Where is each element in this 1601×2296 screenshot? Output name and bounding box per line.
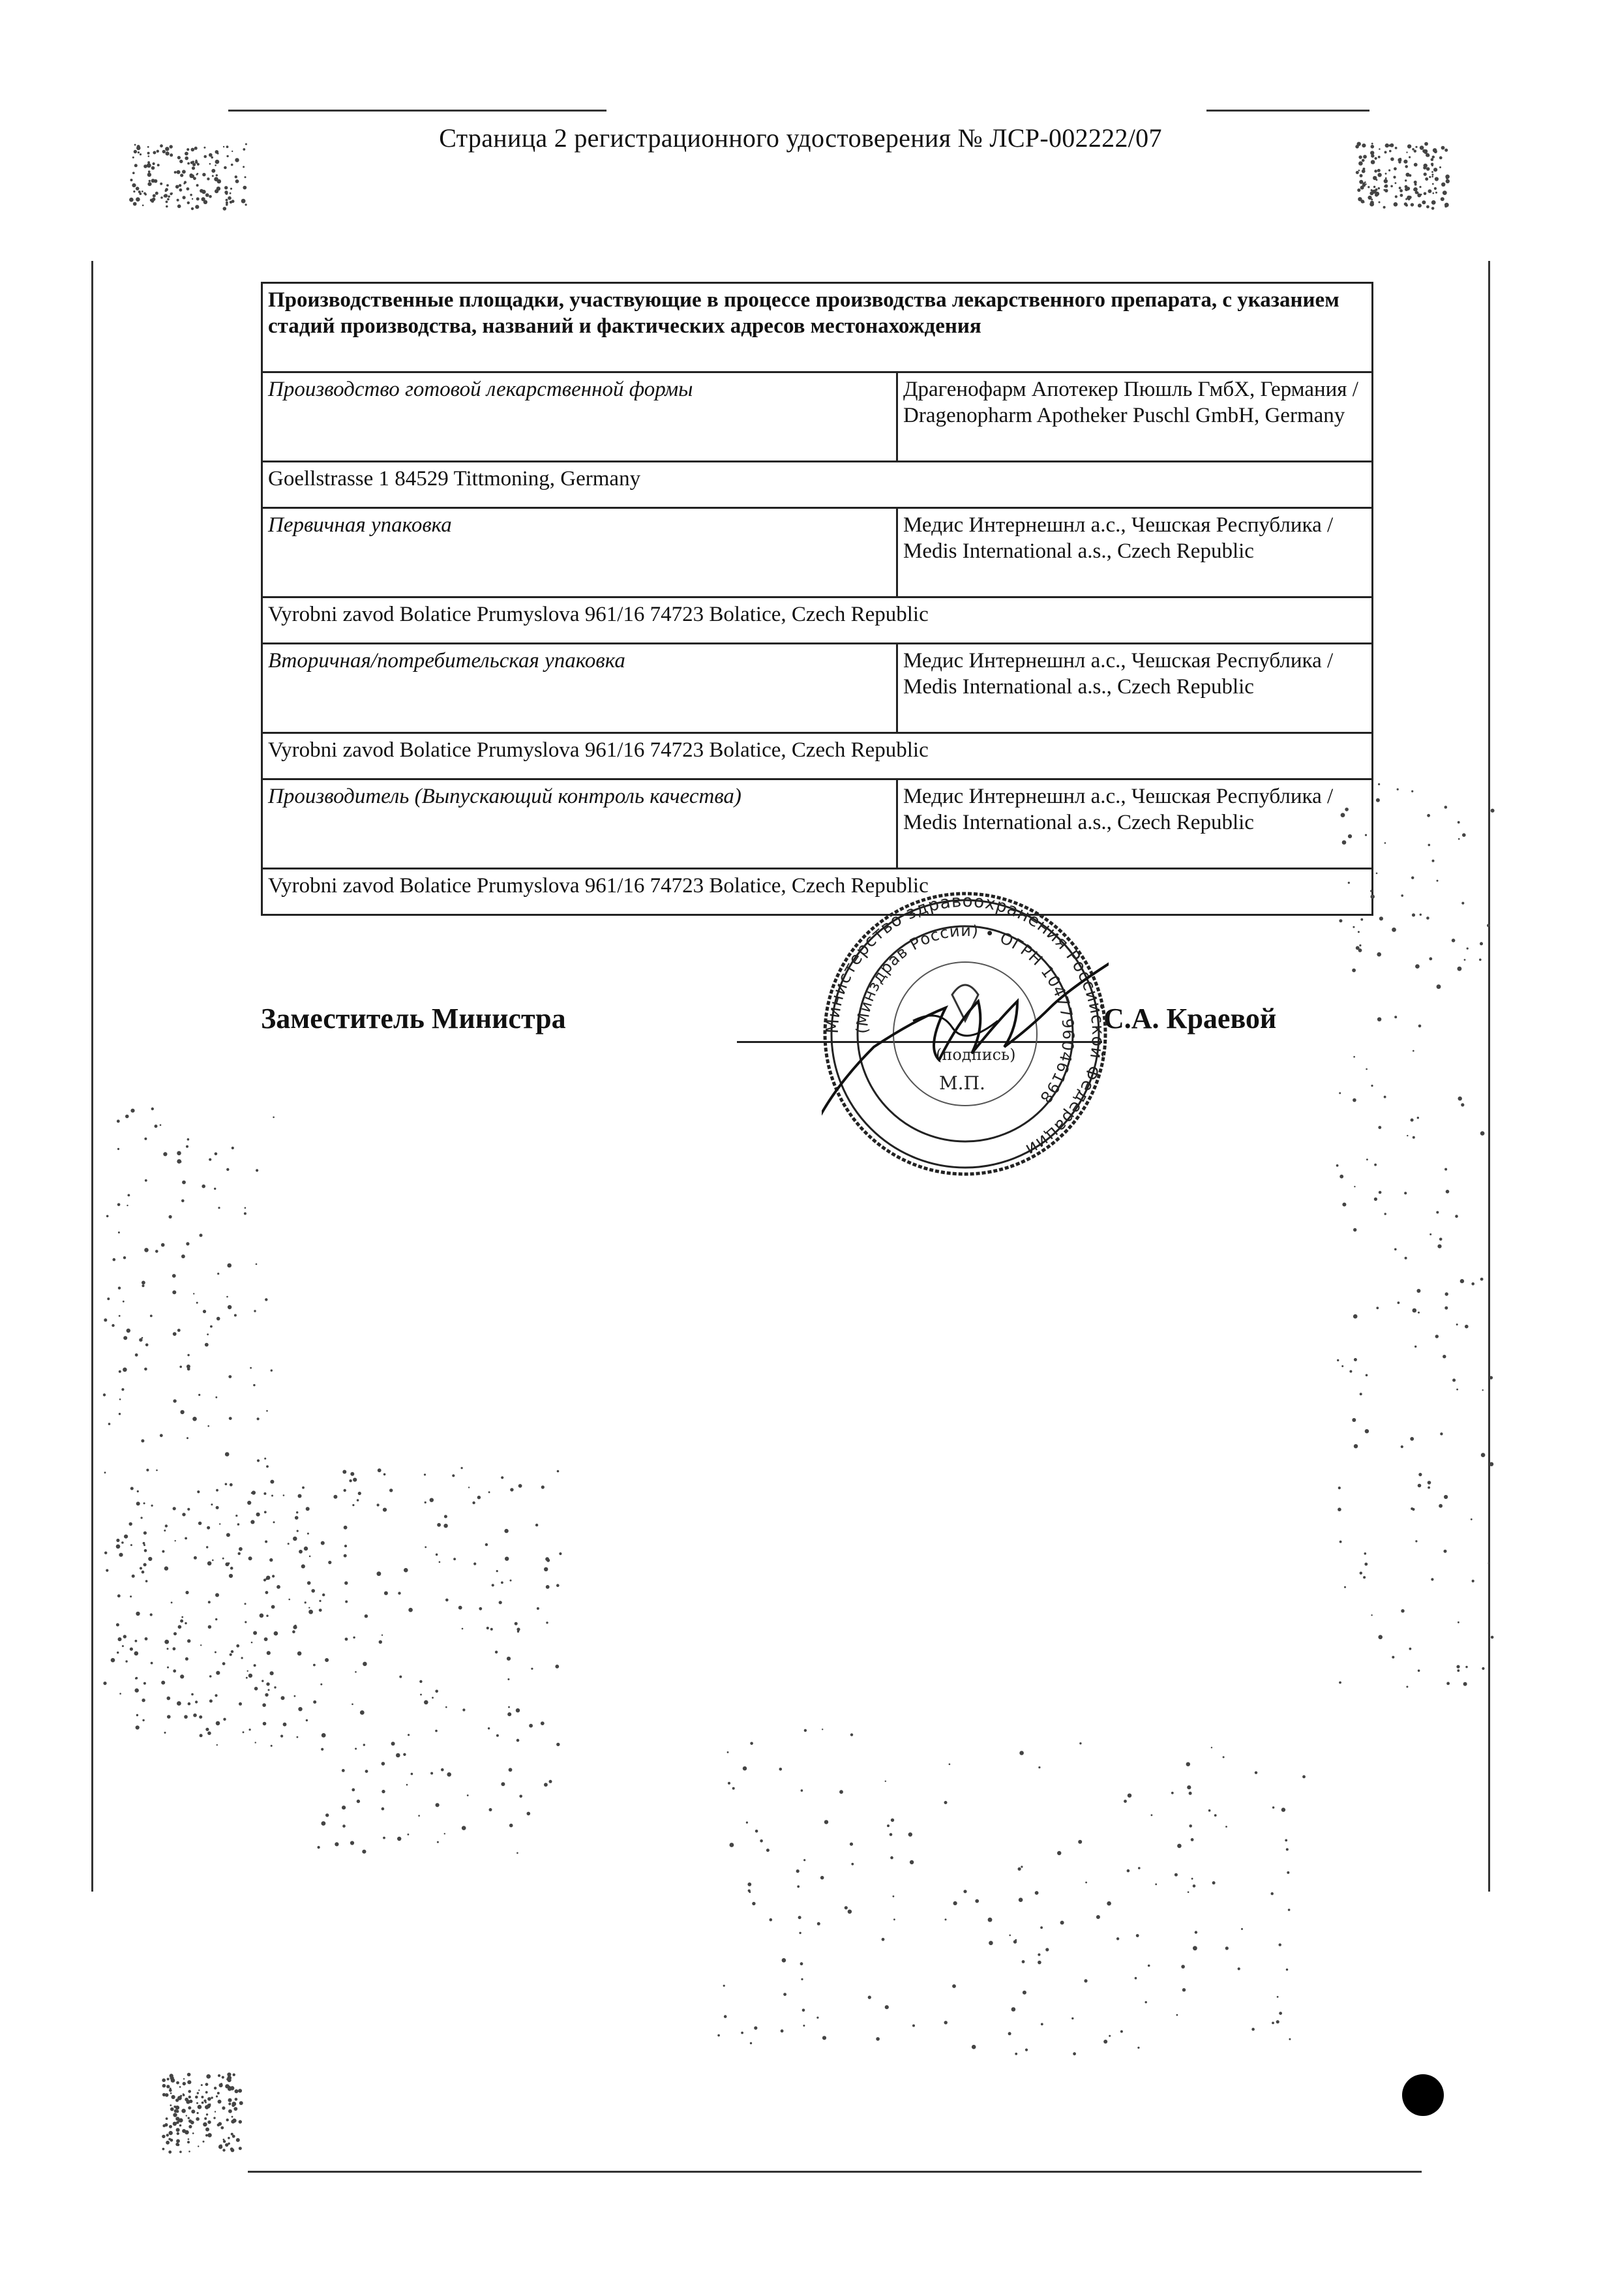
- address-cell: Vyrobni zavod Bolatice Prumyslova 961/16 74723 Bolatice, Czech Republic: [262, 597, 1373, 644]
- table-row: [262, 372, 1373, 462]
- stamp-sign-label: (подпись): [936, 1046, 1016, 1064]
- official-stamp: [822, 871, 1109, 1184]
- stamp-seal-label: М.П.: [939, 1072, 985, 1094]
- signer-name: С.А. Краевой: [1103, 1003, 1277, 1035]
- stamp-outer-text: Министерство здравоохранения Российской Федерации: [822, 891, 1108, 1160]
- ink-blot: [1402, 2074, 1444, 2116]
- stamp-inner-text: (Минздрав России) • ОГРН 1047796046198: [852, 921, 1078, 1108]
- border-bottom: [248, 2171, 1422, 2173]
- table-row: [262, 644, 1373, 733]
- stage-cell: Производитель (Выпускающий контроль качества): [262, 779, 897, 869]
- table-heading: Производственные площадки, участвующие в процессе производства лекарственного препарата, с указанием стадий производства, названий и фактических адресов местонахождения: [262, 283, 1373, 372]
- organization-cell: Медис Интернешнл а.с., Чешская Республика / Medis International a.s., Czech Republic: [897, 644, 1373, 733]
- signer-title: Заместитель Министра: [261, 1003, 566, 1035]
- stage-cell: Производство готовой лекарственной формы: [262, 372, 897, 462]
- table-row: [262, 462, 1373, 508]
- signature-block: [0, 1002, 1601, 1080]
- table-heading-row: [262, 283, 1373, 372]
- organization-cell: Драгенофарм Апотекер Пюшль ГмбХ, Германия / Dragenopharm Apotheker Puschl GmbH, Germany: [897, 372, 1373, 462]
- address-cell: Goellstrasse 1 84529 Tittmoning, Germany: [262, 462, 1373, 508]
- table-row: [262, 508, 1373, 597]
- stage-cell: Вторичная/потребительская упаковка: [262, 644, 897, 733]
- border-top-right: [1206, 110, 1369, 112]
- handwritten-signature: [822, 956, 1109, 1125]
- table-row: [262, 733, 1373, 779]
- table-row: [262, 779, 1373, 869]
- organization-cell: Медис Интернешнл а.с., Чешская Республика / Medis International a.s., Czech Republic: [897, 779, 1373, 869]
- manufacturing-sites-table: [261, 282, 1373, 916]
- page-header-title: Страница 2 регистрационного удостоверения № ЛСР-002222/07: [439, 123, 1162, 153]
- address-cell: Vyrobni zavod Bolatice Prumyslova 961/16 74723 Bolatice, Czech Republic: [262, 733, 1373, 779]
- address-cell: Vyrobni zavod Bolatice Prumyslova 961/16 74723 Bolatice, Czech Republic: [262, 869, 1373, 915]
- table-row: [262, 869, 1373, 915]
- organization-cell: Медис Интернешнл а.с., Чешская Республика / Medis International a.s., Czech Republic: [897, 508, 1373, 597]
- border-top-left: [228, 110, 606, 112]
- stage-cell: Первичная упаковка: [262, 508, 897, 597]
- table-row: [262, 597, 1373, 644]
